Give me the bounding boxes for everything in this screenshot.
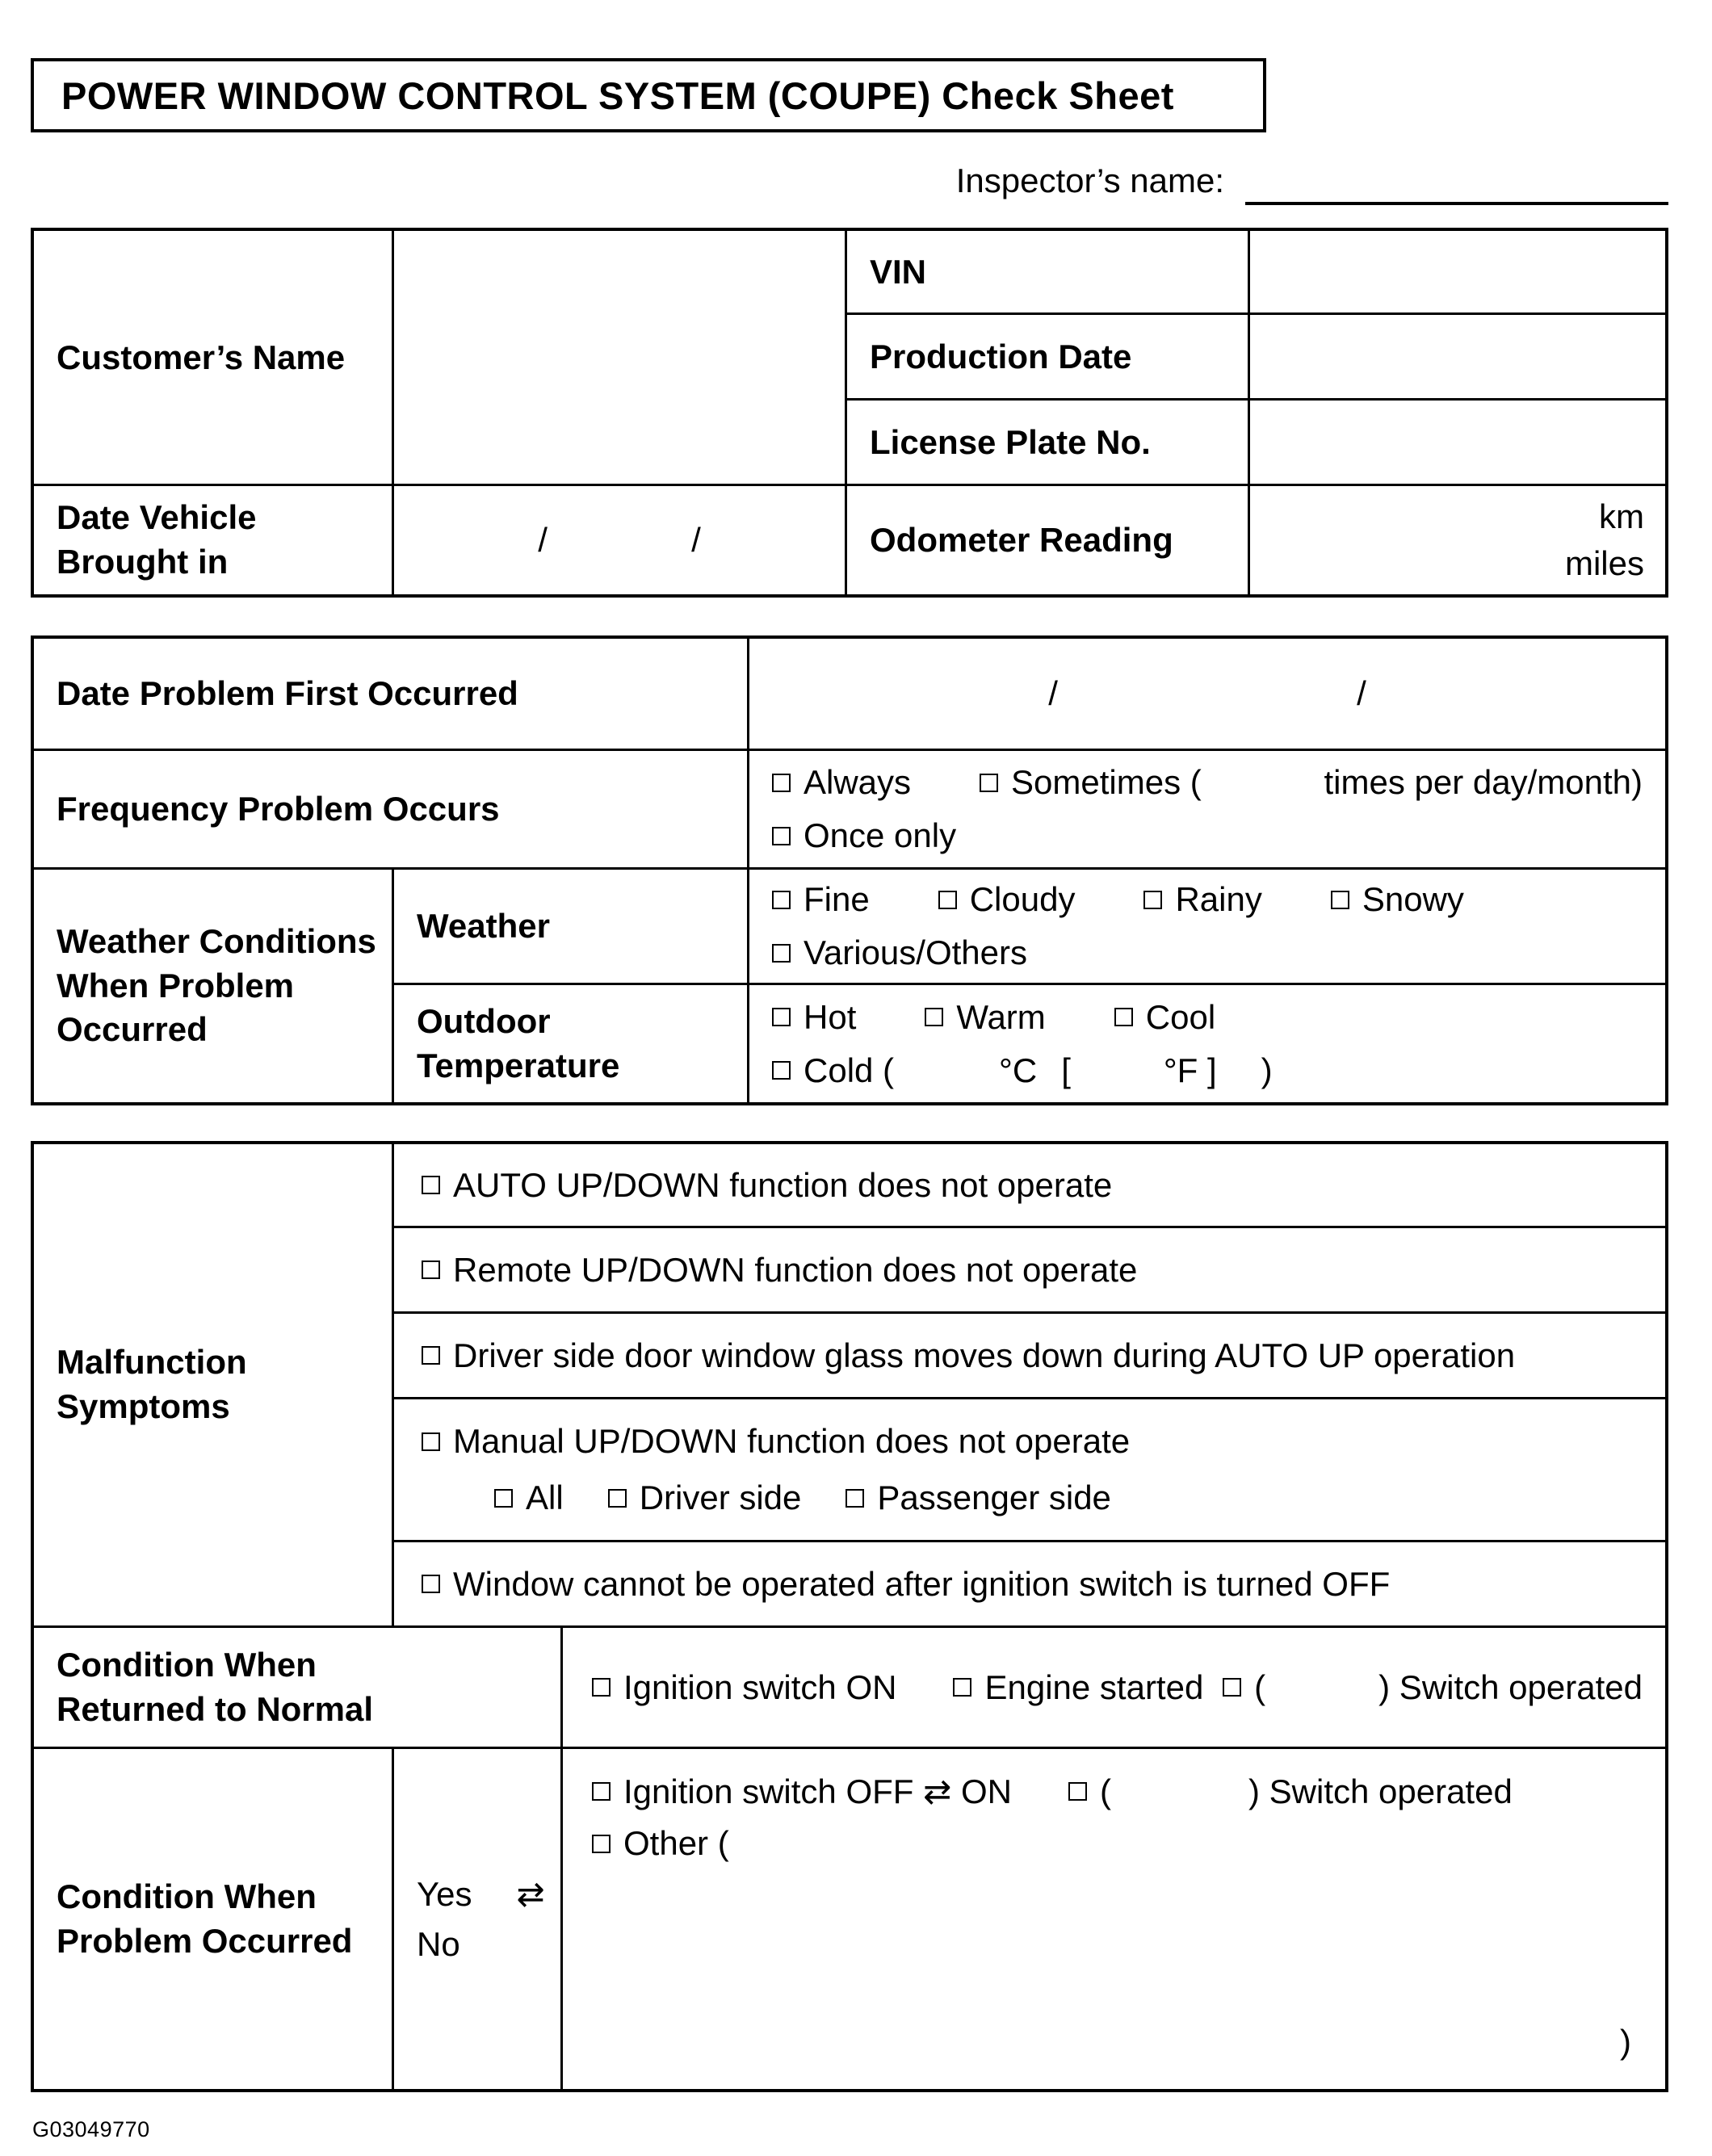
symptom-remote-label: Remote UP/DOWN function does not operate — [453, 1250, 1138, 1289]
checkbox-cool[interactable] — [1114, 1008, 1133, 1026]
option-various-label: Various/Others — [804, 933, 1027, 971]
option-cloudy-label: Cloudy — [969, 880, 1076, 918]
degrees-c-label: °C — [999, 1051, 1038, 1089]
weather-conditions-label-line2: When Problem — [57, 966, 295, 1005]
checkbox-symptom-window-off[interactable] — [422, 1575, 440, 1593]
license-plate-label-cell — [847, 401, 1250, 486]
option-fine — [772, 880, 870, 919]
temperature-options-cell — [749, 985, 1665, 1102]
option-fine-label: Fine — [804, 880, 870, 918]
date-brought-field[interactable] — [394, 486, 847, 594]
date-brought-label-line1: Date Vehicle — [57, 498, 257, 537]
problem-occurred-label-cell — [34, 1749, 394, 2089]
frequency-options-cell — [749, 751, 1665, 870]
customer-name-label: Customer’s Name — [57, 338, 346, 376]
returned-normal-label-line1: Condition When — [57, 1645, 317, 1684]
weather-conditions-label-line3: Occurred — [57, 1010, 208, 1049]
yes-label[interactable]: Yes — [417, 1874, 472, 1913]
date-slash-2: / — [691, 521, 701, 559]
checkbox-hot[interactable] — [772, 1008, 791, 1026]
option-always-label: Always — [804, 763, 912, 801]
option-rainy — [1143, 880, 1261, 919]
occurred-paren-open: ( — [1099, 1772, 1111, 1810]
problem-date-slash-2: / — [1357, 674, 1366, 712]
checkbox-rainy[interactable] — [1143, 891, 1162, 909]
returned-switch-operated-label: ) Switch operated — [1378, 1667, 1643, 1706]
symptom-auto-row — [394, 1144, 1665, 1228]
odometer-field[interactable] — [1250, 486, 1665, 594]
customer-name-field[interactable] — [394, 231, 847, 486]
symptom-manual-row — [394, 1399, 1665, 1542]
option-always — [772, 763, 911, 802]
date-problem-field[interactable] — [749, 639, 1665, 751]
option-once-only — [772, 816, 956, 855]
checkbox-engine-started[interactable] — [953, 1678, 971, 1697]
problem-occurred-options-cell — [563, 1749, 1665, 2089]
production-date-label: Production Date — [870, 337, 1132, 375]
yes-no-arrow-icon: ⇄ — [516, 1875, 545, 1913]
option-cold-label: Cold ( — [804, 1051, 895, 1089]
option-other — [592, 1824, 729, 1863]
date-brought-label-cell — [34, 486, 394, 594]
checkbox-once-only[interactable] — [772, 827, 791, 845]
option-sometimes-label: Sometimes ( — [1011, 763, 1202, 801]
symptom-glass-down-label: Driver side door window glass moves down during AUTO UP operation — [453, 1336, 1516, 1374]
inspector-row — [31, 160, 1668, 205]
option-various — [772, 933, 1027, 972]
outdoor-temperature-label-cell — [394, 985, 749, 1102]
checkbox-cloudy[interactable] — [938, 891, 957, 909]
option-cold — [772, 1051, 894, 1090]
checkbox-always[interactable] — [772, 774, 791, 792]
vin-label-cell — [847, 231, 1250, 315]
bracket-open-label: [ — [1061, 1051, 1071, 1089]
option-once-only-label: Once only — [804, 816, 957, 854]
problem-occurred-label-line2: Problem Occurred — [57, 1921, 353, 1960]
option-cool — [1114, 998, 1215, 1037]
checkbox-various[interactable] — [772, 944, 791, 963]
option-passenger-side-label: Passenger side — [877, 1479, 1111, 1516]
frequency-label-cell — [34, 751, 749, 870]
symptom-manual-label: Manual UP/DOWN function does not operate — [453, 1422, 1131, 1460]
odometer-unit-km: km — [1599, 497, 1644, 535]
checkbox-ignition-on[interactable] — [592, 1678, 611, 1697]
symptom-window-off-row — [394, 1542, 1665, 1628]
vin-label: VIN — [870, 252, 927, 291]
date-problem-label-cell — [34, 639, 749, 751]
symptoms-table — [31, 1141, 1668, 2092]
checkbox-all[interactable] — [494, 1489, 513, 1508]
symptom-remote-row — [394, 1228, 1665, 1314]
frequency-label: Frequency Problem Occurs — [57, 790, 500, 828]
title-box — [31, 58, 1266, 132]
option-ignition-off-on — [592, 1772, 1012, 1811]
option-warm-label: Warm — [956, 997, 1046, 1036]
checkbox-passenger-side[interactable] — [846, 1489, 864, 1508]
times-per-day-label: times per day/month) — [1324, 763, 1643, 801]
checkbox-symptom-auto[interactable] — [422, 1176, 440, 1194]
malfunction-label-line1: Malfunction — [57, 1343, 247, 1382]
option-ignition-on-label: Ignition switch ON — [623, 1667, 897, 1706]
inspector-name-label: Inspector’s name: — [955, 161, 1224, 199]
option-hot-label: Hot — [804, 997, 857, 1036]
checkbox-cold[interactable] — [772, 1061, 791, 1080]
customer-info-table — [31, 228, 1668, 598]
weather-label-cell — [394, 870, 749, 985]
checkbox-driver-side[interactable] — [608, 1489, 627, 1508]
inspector-name-field[interactable] — [1245, 170, 1668, 205]
weather-label: Weather — [417, 907, 550, 945]
checkbox-other[interactable] — [592, 1835, 611, 1853]
weather-options-cell — [749, 870, 1665, 985]
malfunction-symptoms-label-cell — [34, 1144, 394, 1628]
option-other-label: Other ( — [623, 1824, 729, 1862]
date-problem-label: Date Problem First Occurred — [57, 674, 518, 712]
production-date-label-cell — [847, 315, 1250, 401]
checkbox-ignition-off-on[interactable] — [592, 1782, 611, 1801]
option-driver-side-label: Driver side — [639, 1479, 802, 1516]
problem-date-slash-1: / — [1048, 674, 1058, 712]
figure-id: G03049770 — [32, 2117, 150, 2141]
odometer-unit-miles: miles — [1564, 544, 1644, 582]
option-driver-side — [608, 1479, 802, 1517]
problem-occurrence-table — [31, 635, 1668, 1105]
outdoor-temperature-label-line1: Outdoor — [417, 1001, 551, 1040]
option-all-label: All — [526, 1479, 564, 1516]
checkbox-snowy[interactable] — [1331, 891, 1349, 909]
option-cloudy — [938, 880, 1076, 919]
option-cool-label: Cool — [1145, 997, 1216, 1036]
problem-occurred-label-line1: Condition When — [57, 1877, 317, 1915]
returned-normal-label-line2: Returned to Normal — [57, 1689, 374, 1728]
option-rainy-label: Rainy — [1175, 880, 1262, 918]
checkbox-symptom-manual[interactable] — [422, 1432, 440, 1451]
checkbox-symptom-glass-down[interactable] — [422, 1346, 440, 1365]
outdoor-temperature-label-line2: Temperature — [417, 1046, 620, 1084]
production-date-field[interactable] — [1250, 315, 1665, 401]
option-ignition-on — [592, 1668, 896, 1707]
option-snowy-label: Snowy — [1362, 880, 1464, 918]
checkbox-sometimes[interactable] — [980, 774, 998, 792]
option-snowy — [1331, 880, 1464, 919]
cold-close-paren: ) — [1261, 1051, 1273, 1089]
page-title: POWER WINDOW CONTROL SYSTEM (COUPE) Check Sheet — [61, 73, 1174, 117]
no-label[interactable]: No — [417, 1925, 460, 1963]
vin-field[interactable] — [1250, 231, 1665, 315]
weather-conditions-label-cell — [34, 870, 394, 1102]
symptom-glass-down-row — [394, 1314, 1665, 1399]
degrees-f-label: °F ] — [1163, 1051, 1217, 1089]
option-ignition-off-on-label: Ignition switch OFF ⇄ ON — [623, 1772, 1012, 1810]
checkbox-switch-operated-occurred[interactable] — [1068, 1782, 1087, 1801]
option-switch-operated-returned — [1223, 1668, 1643, 1707]
returned-normal-options-cell — [563, 1628, 1665, 1749]
yes-no-cell — [394, 1749, 563, 2089]
option-warm — [925, 998, 1045, 1037]
option-hot — [772, 998, 856, 1037]
odometer-label-cell — [847, 486, 1250, 594]
customer-name-label-cell — [34, 231, 394, 486]
option-sometimes — [980, 763, 1202, 802]
checkbox-symptom-remote[interactable] — [422, 1260, 440, 1279]
option-passenger-side — [846, 1479, 1111, 1517]
occurred-switch-operated-label: ) Switch operated — [1248, 1772, 1513, 1810]
license-plate-field[interactable] — [1250, 401, 1665, 486]
license-plate-label: License Plate No. — [870, 422, 1151, 461]
odometer-label: Odometer Reading — [870, 521, 1173, 559]
checkbox-fine[interactable] — [772, 891, 791, 909]
symptom-window-off-label: Window cannot be operated after ignition switch is turned OFF — [453, 1564, 1391, 1603]
symptom-auto-label: AUTO UP/DOWN function does not operate — [453, 1165, 1113, 1204]
weather-conditions-label-line1: Weather Conditions — [57, 922, 376, 961]
checkbox-warm[interactable] — [925, 1008, 943, 1026]
other-close-paren: ) — [1620, 2023, 1631, 2061]
option-engine-started-label: Engine started — [984, 1667, 1204, 1706]
date-brought-label-line2: Brought in — [57, 543, 229, 581]
date-slash-1: / — [538, 521, 548, 559]
option-switch-operated-occurred — [1068, 1772, 1513, 1811]
returned-paren-open: ( — [1254, 1667, 1266, 1706]
returned-normal-label-cell — [34, 1628, 563, 1749]
option-engine-started — [953, 1668, 1203, 1707]
option-all — [494, 1479, 564, 1517]
malfunction-label-line2: Symptoms — [57, 1387, 230, 1425]
checkbox-switch-operated-returned[interactable] — [1223, 1678, 1241, 1697]
